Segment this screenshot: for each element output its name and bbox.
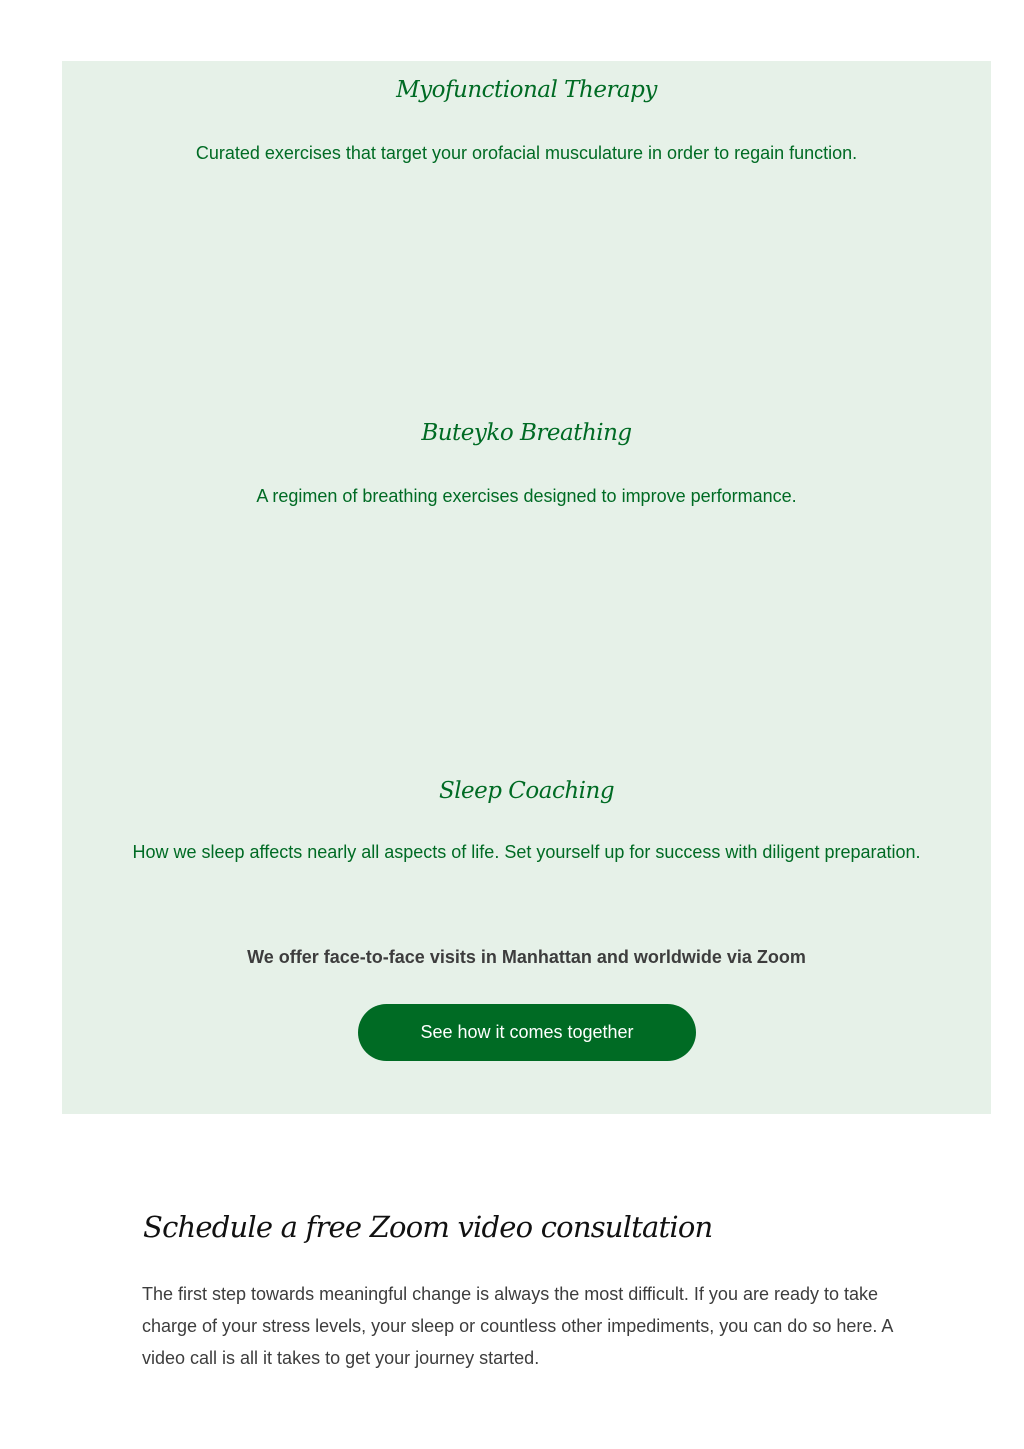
services-panel (62, 61, 991, 1114)
service-title-buteyko: Buteyko Breathing (421, 420, 632, 446)
service-title-myofunctional: Myofunctional Therapy (396, 77, 657, 103)
service-description-sleep: How we sleep affects nearly all aspects of life. Set yourself up for success with diligent preparation. (132, 842, 921, 862)
offer-text: We offer face-to-face visits in Manhattan and worldwide via Zoom (247, 947, 806, 967)
service-description-buteyko: A regimen of breathing exercises designed to improve performance. (256, 486, 797, 506)
consultation-body: The first step towards meaningful change is always the most difficult. If you are ready to take charge of your stress levels, your sleep or countless other impediments, you can do so here. A video call is all it takes to get your journey started. (142, 1284, 893, 1368)
consultation-title: Schedule a free Zoom video consultation (143, 1210, 713, 1244)
service-description-myofunctional: Curated exercises that target your orofacial musculature in order to regain function. (195, 143, 858, 163)
see-how-it-comes-together-button[interactable]: See how it comes together (358, 1004, 696, 1061)
service-title-sleep: Sleep Coaching (438, 778, 615, 804)
